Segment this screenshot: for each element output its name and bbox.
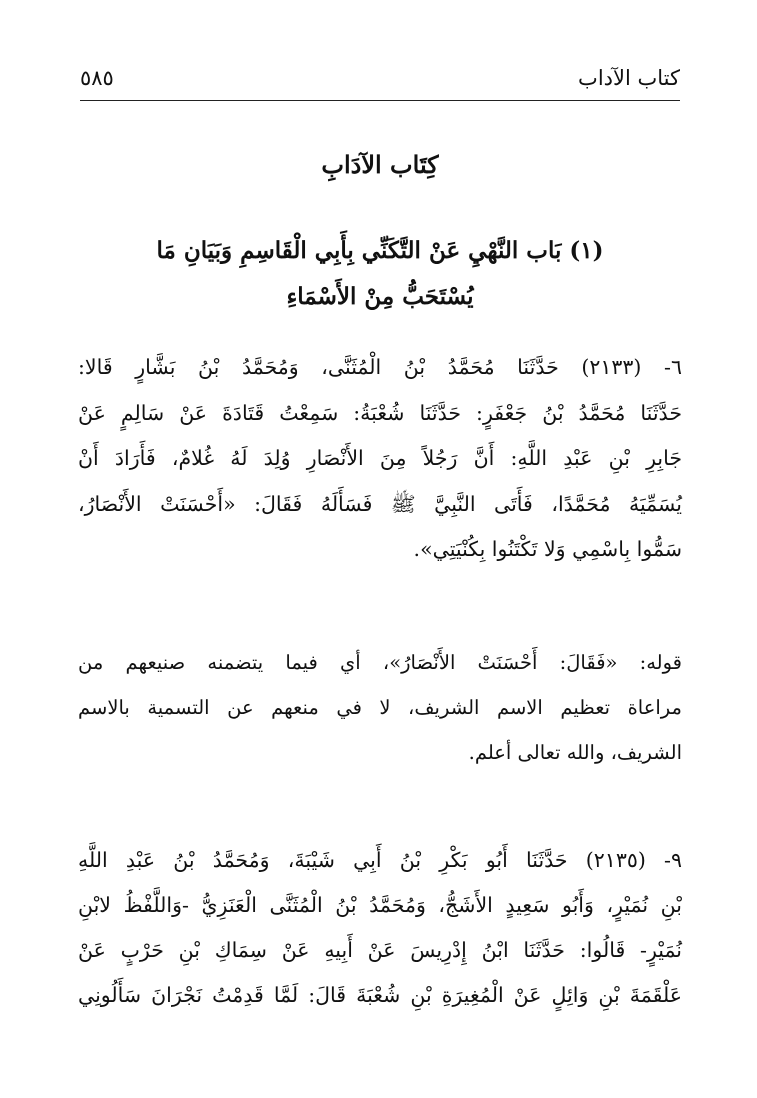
chapter-heading-line: (١) بَاب النَّهْيِ عَنْ التَّكَنِّي بِأَبِي الْقَاسِمِ وَبَيَانِ مَا (156, 237, 604, 264)
text-line: حَدَّثَنَا مُحَمَّدُ بْنُ جَعْفَرٍ: حَدَّثَنَا شُعْبَةُ: سَمِعْتُ قَتَادَةَ عَنْ سَالِمٍ عَنْ (78, 400, 682, 425)
page-number: ٥٨٥ (80, 66, 114, 90)
hadith-paragraph (78, 345, 682, 573)
text-line: بْنِ نُمَيْرٍ، وَأَبُو سَعِيدٍ الأَشَجُّ، وَمُحَمَّدُ بْنُ الْمُثَنَّى الْعَنَزِيُّ -وَاللَّفْظُ لابْنِ (78, 893, 682, 917)
text-line: عَلْقَمَةَ بْنِ وَائِلٍ عَنْ الْمُغِيرَةِ بْنِ شُعْبَةَ قَالَ: لَمَّا قَدِمْتُ نَجْرَانَ سَأَلُونِي (78, 983, 682, 1007)
text-line: سَمُّوا بِاسْمِي وَلا تَكْتَنُوا بِكُنْيَتِي». (413, 537, 682, 561)
text-line: قوله: «فَقَالَ: أَحْسَنَتْ الأَنْصَارُ»، أي فيما يتضمنه صنيعهم من (78, 651, 682, 674)
text-line: نُمَيْرٍ- قَالُوا: حَدَّثَنَا ابْنُ إِدْرِيسَ عَنْ أَبِيهِ عَنْ سِمَاكِ بْنِ حَرْبٍ عَنْ (78, 938, 683, 962)
chapter-heading-line: يُسْتَحَبُّ مِنْ الأَسْمَاءِ (286, 283, 474, 310)
text-line: جَابِرِ بْنِ عَبْدِ اللَّهِ: أَنَّ رَجُلاً مِنَ الأَنْصَارِ وُلِدَ لَهُ غُلامٌ، فَأَرَادَ أَنْ (78, 446, 682, 470)
chapter-heading (90, 228, 670, 320)
running-title: كتاب الآداب (578, 66, 680, 90)
text-line: ٦- (٢١٣٣) حَدَّثَنَا مُحَمَّدُ بْنُ الْمُثَنَّى، وَمُحَمَّدُ بْنُ بَشَّارٍ قَالا: (78, 355, 682, 379)
commentary-paragraph (78, 640, 682, 775)
hadith-paragraph (78, 838, 682, 1018)
book-title: كِتَاب الآدَابِ (321, 150, 439, 179)
text-line: يُسَمِّيَهُ مُحَمَّدًا، فَأَتَى النَّبِيَّ ﷺ فَسَأَلَهُ فَقَالَ: «أَحْسَنَتْ الأَنْصَارُ، (78, 491, 682, 516)
text-line: ٩- (٢١٣٥) حَدَّثَنَا أَبُو بَكْرِ بْنُ أَبِي شَيْبَةَ، وَمُحَمَّدُ بْنُ عَبْدِ اللَّهِ (78, 848, 682, 872)
page-header (80, 58, 680, 101)
text-line: مراعاة تعظيم الاسم الشريف، لا في منعهم عن التسمية بالاسم (78, 696, 682, 719)
text-line: الشريف، والله تعالى أعلم. (468, 741, 682, 764)
